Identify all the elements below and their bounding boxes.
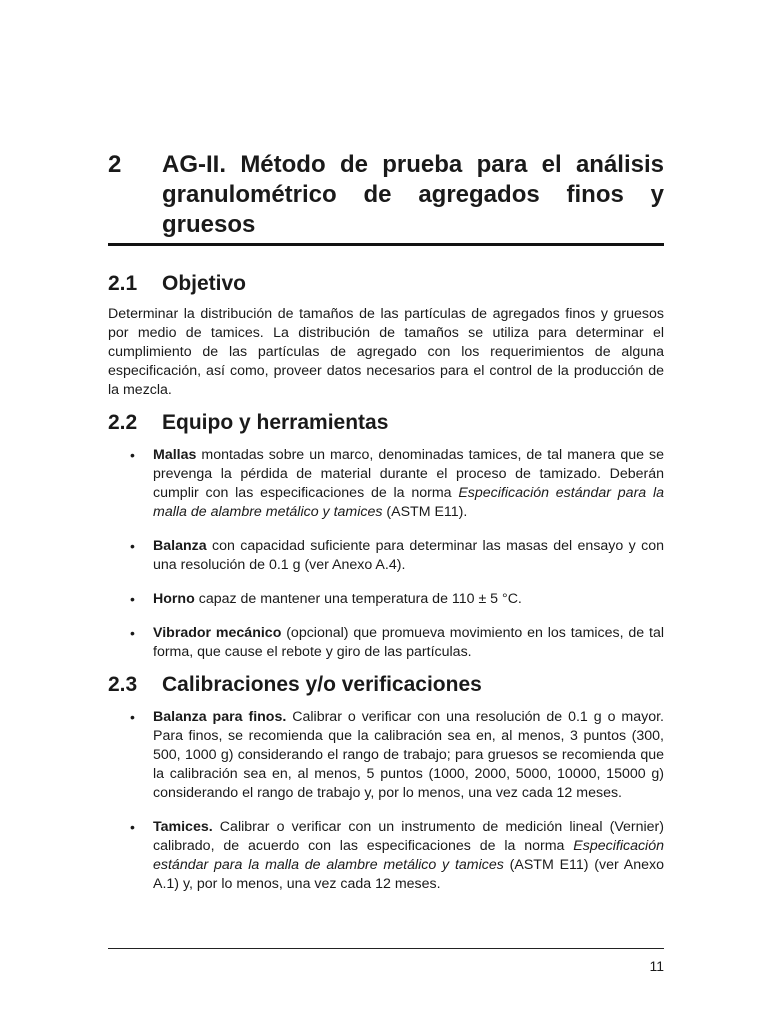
item-text: Calibrar o verificar con una resolución de 0.1 g o mayor. Para finos, se recomienda que la calibración sea en, al menos, 3 puntos (300, 500, 1000 g) considerando el rango de trabajo; para gruesos se recomienda que la calibración sea en, al menos, 5 puntos (1000, 2000, 5000, 10000, 15000 g) considerando el rango de trabajo y, por lo menos, una vez cada 12 meses. [153,709,664,801]
item-term: Balanza [153,538,207,554]
item-term: Tamices. [153,819,213,835]
bullet-icon: • [130,591,135,607]
item-text: Calibrar o verificar con un instrumento de medición lineal (Vernier) calibrado, de acuerdo con las especificaciones de la norma [153,819,664,854]
section-number: 2.3 [108,673,138,696]
item-term: Vibrador mecánico [153,625,282,641]
item-italic-text: Especificación estándar para la malla de alambre metálico y tamices [153,838,664,873]
section-title: Equipo y herramientas [162,411,389,434]
bullet-icon: • [130,709,135,725]
chapter-divider [108,243,664,246]
chapter-heading [108,150,664,240]
bullet-icon: • [130,447,135,463]
page-number: 11 [649,958,664,974]
objetivo-paragraph: Determinar la distribución de tamaños de las partículas de agregados finos y gruesos por medio de tamices. La distribución de tamaños se utiliza para determinar el cumplimiento de las partículas de agregado con los requerimientos de alguna especificación, así como, proveer datos necesarios para el control de la producción de la mezcla. [108,306,664,398]
calibration-list [108,708,664,909]
section-heading-equipo [108,410,664,436]
list-item [108,708,664,803]
bullet-icon: • [130,625,135,641]
list-item [108,624,664,662]
item-italic-text: Especificación estándar para la malla de alambre metálico y tamices [153,485,664,520]
list-item [108,446,664,522]
item-text: (ASTM E11). [382,504,468,520]
chapter-number: 2 [108,151,122,178]
bullet-icon: • [130,538,135,554]
bullet-icon: • [130,819,135,835]
item-text: (opcional) que promueva movimiento en los tamices, de tal forma, que cause el rebote y giro de las partículas. [153,625,664,660]
footer-divider [108,948,664,949]
item-term: Mallas [153,447,197,463]
equipment-list [108,446,664,677]
chapter-title: AG-II. Método de prueba para el análisis granulométrico de agregados finos y gruesos [162,151,664,238]
list-item [108,537,664,575]
section-heading-objetivo [108,271,664,297]
item-text: con capacidad suficiente para determinar las masas del ensayo y con una resolución de 0.1 g (ver Anexo A.4). [153,538,664,573]
list-item [108,590,664,609]
section-title: Calibraciones y/o verificaciones [162,673,482,696]
list-item [108,818,664,894]
item-term: Horno [153,591,195,607]
item-text: montadas sobre un marco, denominadas tamices, de tal manera que se prevenga la pérdida de material durante el proceso de tamizado. Deberán cumplir con las especificaciones de la norma [153,447,664,501]
section-heading-calibraciones [108,672,664,698]
section-title: Objetivo [162,272,247,295]
section-number: 2.2 [108,411,138,434]
item-text: capaz de mantener una temperatura de 110 ± 5 °C. [194,591,522,607]
item-text: (ASTM E11) (ver Anexo A.1) y, por lo menos, una vez cada 12 meses. [153,857,664,892]
section-number: 2.1 [108,272,138,295]
item-term: Balanza para finos. [153,709,287,725]
